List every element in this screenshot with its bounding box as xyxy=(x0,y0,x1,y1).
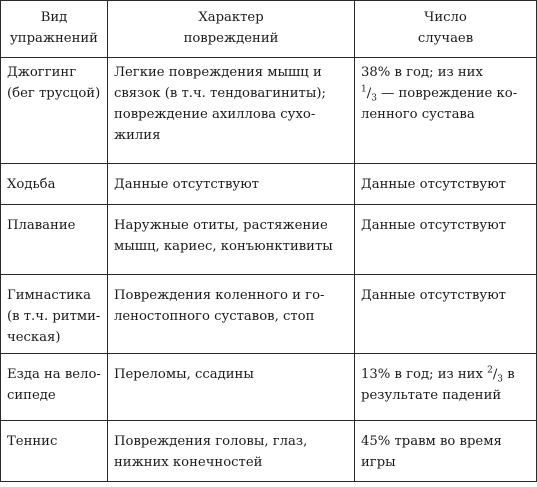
cell-injuries: Переломы, ссадины xyxy=(108,354,355,421)
cell-injuries: Повреждения коленного и го- леностопного суставов, стоп xyxy=(108,275,355,354)
table-row xyxy=(1,275,537,354)
cell-cases: 45% травм во время игры xyxy=(355,421,537,482)
cell-injuries: Повреждения головы, глаз, нижних конечностей xyxy=(108,421,355,482)
header-cases: Число случаев xyxy=(355,1,537,58)
cell-activity: Джоггинг (бег трусцой) xyxy=(1,58,108,164)
cell-activity: Ходьба xyxy=(1,164,108,205)
fraction-numerator: 2 xyxy=(487,365,493,376)
cell-injuries: Данные отсутствуют xyxy=(108,164,355,205)
table-row xyxy=(1,205,537,275)
cell-cases: Данные отсутствуют xyxy=(355,164,537,205)
cell-cases: 38% в год; из них $^1/_3$ — повреждение ко- ленного сустава xyxy=(355,58,537,164)
header-injuries: Характер повреждений xyxy=(108,1,355,58)
table-row xyxy=(1,421,537,482)
table-row xyxy=(1,58,537,164)
header-activity: Вид упражнений xyxy=(1,1,108,58)
fraction-denominator: 3 xyxy=(371,93,377,104)
fraction-numerator: 1 xyxy=(361,84,367,95)
table-row xyxy=(1,164,537,205)
cell-injuries: Наружные отиты, растяжение мышц, кариес, конъюнктивиты xyxy=(108,205,355,275)
cell-activity: Теннис xyxy=(1,421,108,482)
fraction-denominator: 3 xyxy=(497,374,504,385)
table-header-row xyxy=(1,1,537,58)
table-row xyxy=(1,354,537,421)
cell-cases: Данные отсутствуют xyxy=(355,275,537,354)
cell-cases: 13% в год; из них $^2/_3$ в результате падений xyxy=(355,354,537,421)
cell-injuries: Легкие повреждения мышц и связок (в т.ч. тендовагиниты); повреждение ахиллова сухо- жилия xyxy=(108,58,355,164)
cell-activity: Езда на вело- сипеде xyxy=(1,354,108,421)
cell-activity: Плавание xyxy=(1,205,108,275)
cell-cases: Данные отсутствуют xyxy=(355,205,537,275)
cell-activity: Гимнастика (в т.ч. ритми- ческая) xyxy=(1,275,108,354)
